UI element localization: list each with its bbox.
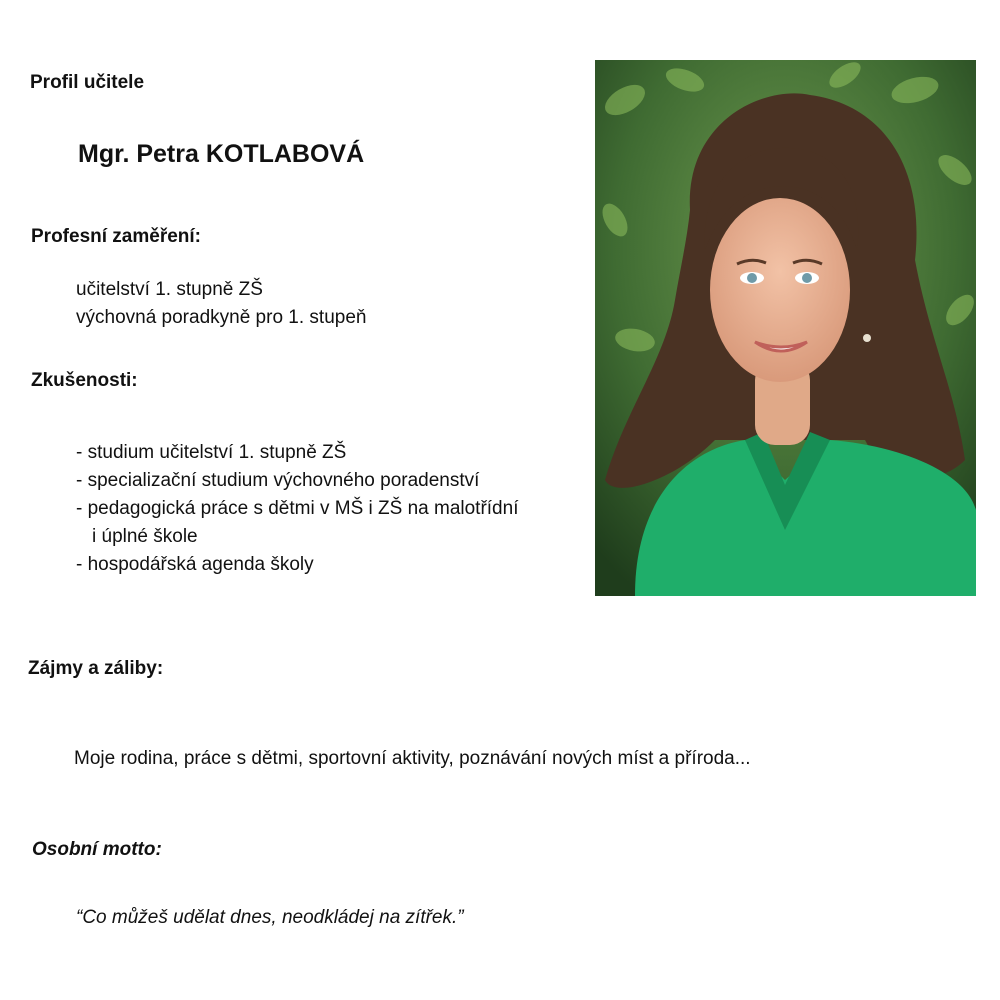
focus-item: výchovná poradkyně pro 1. stupeň bbox=[76, 307, 367, 328]
focus-list bbox=[76, 276, 366, 332]
experience-item: - pedagogická práce s dětmi v MŠ i ZŠ na malotřídní bbox=[76, 498, 519, 519]
experience-list bbox=[76, 439, 518, 579]
motto-text: “Co můžeš udělat dnes, neodkládej na zítřek.” bbox=[76, 907, 464, 928]
teacher-name: Mgr. Petra KOTLABOVÁ bbox=[78, 140, 365, 168]
face bbox=[710, 198, 850, 382]
focus-heading: Profesní zaměření: bbox=[31, 226, 201, 247]
motto-heading: Osobní motto: bbox=[32, 839, 162, 860]
earring bbox=[863, 334, 871, 342]
teacher-portrait-photo bbox=[595, 60, 976, 596]
experience-item-continuation: i úplné škole bbox=[92, 526, 198, 547]
hobbies-heading: Zájmy a záliby: bbox=[28, 658, 164, 679]
focus-item: učitelství 1. stupně ZŠ bbox=[76, 279, 263, 300]
experience-item: - studium učitelství 1. stupně ZŠ bbox=[76, 442, 347, 463]
experience-heading: Zkušenosti: bbox=[31, 370, 138, 391]
experience-item: - hospodářská agenda školy bbox=[76, 554, 314, 575]
hobbies-text: Moje rodina, práce s dětmi, sportovní aktivity, poznávání nových míst a příroda... bbox=[74, 748, 751, 769]
experience-item: - specializační studium výchovného poradenství bbox=[76, 470, 480, 491]
portrait-illustration bbox=[595, 60, 976, 596]
profile-label: Profil učitele bbox=[30, 72, 145, 93]
